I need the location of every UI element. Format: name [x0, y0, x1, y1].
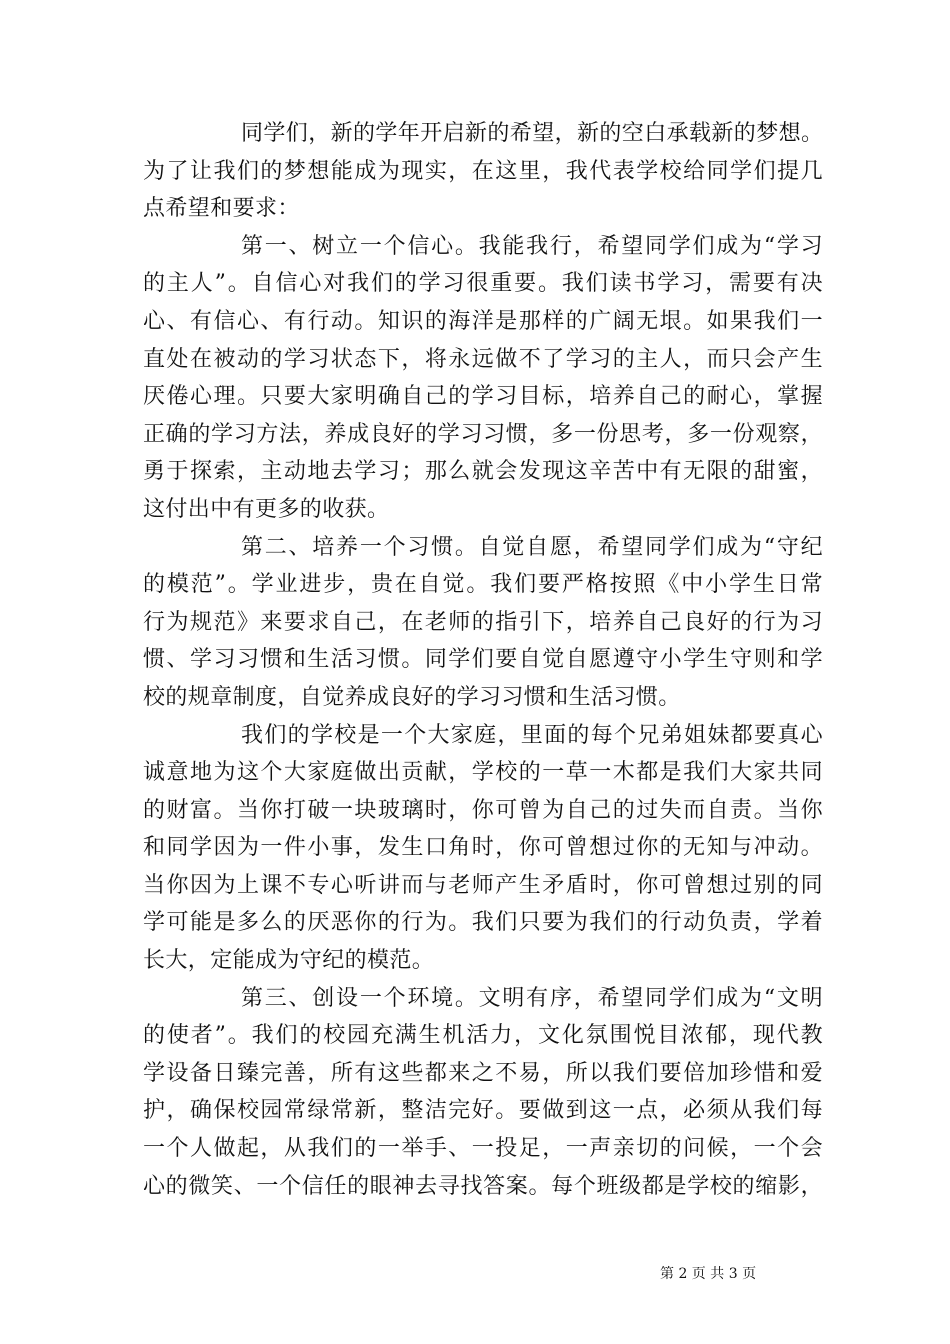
text-line: 这付出中有更多的收获。: [143, 496, 390, 522]
text-line: 的主人”。自信心对我们的学习很重要。我们读书学习，需要有决: [143, 271, 823, 297]
text-line: 学可能是多么的厌恶你的行为。我们只要为我们的行动负责，学着: [143, 910, 823, 936]
text-line: 行为规范》来要求自己，在老师的指引下，培养自己良好的行为习: [143, 609, 823, 635]
text-line: 和同学因为一件小事，发生口角时，你可曾想过你的无知与冲动。: [143, 835, 823, 861]
text-line: 第一、树立一个信心。我能我行，希望同学们成为“学习: [241, 233, 823, 259]
document-body: [143, 115, 823, 1205]
text-line: 厌倦心理。只要大家明确自己的学习目标，培养自己的耐心，掌握: [143, 384, 823, 410]
text-line: 点希望和要求：: [143, 196, 300, 222]
text-line: 校的规章制度，自觉养成良好的学习习惯和生活习惯。: [143, 684, 681, 710]
text-line: 同学们，新的学年开启新的希望，新的空白承载新的梦想。: [241, 121, 824, 146]
page-footer: 第 2 页 共 3 页: [660, 1266, 757, 1282]
text-line: 我们的学校是一个大家庭，里面的每个兄弟姐妹都要真心: [241, 722, 823, 748]
text-line: 勇于探索，主动地去学习；那么就会发现这辛苦中有无限的甜蜜，: [143, 459, 823, 485]
text-line: 心的微笑、一个信任的眼神去寻找答案。每个班级都是学校的缩影，: [143, 1173, 823, 1199]
text-line: 的模范”。学业进步，贵在自觉。我们要严格按照《中小学生日常: [143, 572, 823, 598]
text-line: 直处在被动的学习状态下，将永远做不了学习的主人，而只会产生: [143, 346, 823, 372]
text-line: 一个人做起，从我们的一举手、一投足，一声亲切的问候，一个会: [143, 1136, 823, 1162]
text-line: 心、有信心、有行动。知识的海洋是那样的广阔无垠。如果我们一: [143, 308, 823, 334]
text-line: 护，确保校园常绿常新，整洁完好。要做到这一点，必须从我们每: [143, 1098, 823, 1124]
text-line: 诚意地为这个大家庭做出贡献，学校的一草一木都是我们大家共同: [143, 760, 823, 786]
text-line: 的使者”。我们的校园充满生机活力，文化氛围悦目浓郁，现代教: [143, 1023, 823, 1049]
text-line: 的财富。当你打破一块玻璃时，你可曾为自己的过失而自责。当你: [143, 797, 823, 823]
text-line: 第三、创设一个环境。文明有序，希望同学们成为“文明: [241, 985, 823, 1011]
text-line: 正确的学习方法，养成良好的学习习惯，多一份思考，多一份观察，: [143, 421, 823, 447]
text-line: 当你因为上课不专心听讲而与老师产生矛盾时，你可曾想过别的同: [143, 872, 823, 898]
text-line: 第二、培养一个习惯。自觉自愿，希望同学们成为“守纪: [241, 534, 823, 560]
text-line: 惯、学习习惯和生活习惯。同学们要自觉自愿遵守小学生守则和学: [143, 647, 823, 673]
text-line: 为了让我们的梦想能成为现实，在这里，我代表学校给同学们提几: [143, 158, 823, 184]
text-line: 学设备日臻完善，所有这些都来之不易，所以我们要倍加珍惜和爱: [143, 1060, 823, 1086]
text-line: 长大，定能成为守纪的模范。: [143, 948, 435, 974]
